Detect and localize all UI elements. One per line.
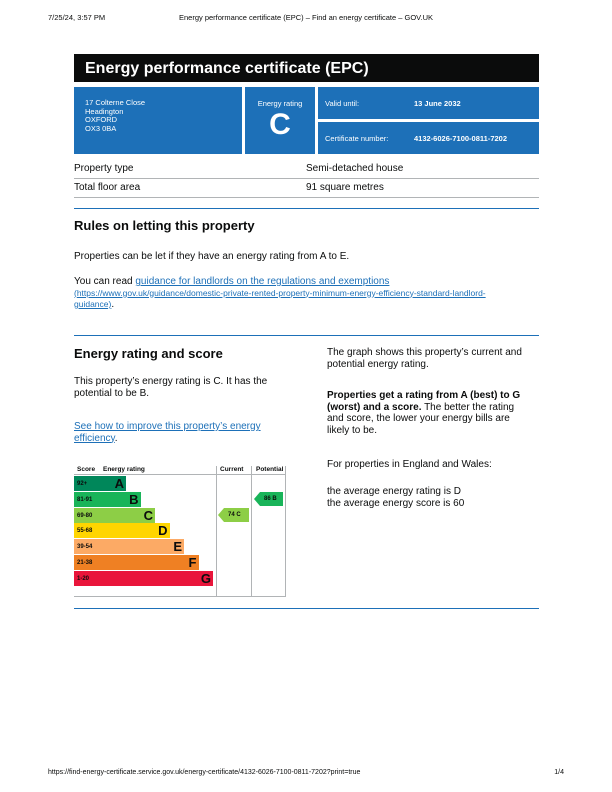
- chart-header-score: Score: [77, 466, 96, 473]
- landlord-guidance-url-link-end[interactable]: guidance): [74, 299, 112, 309]
- band-bar-e: [100, 539, 184, 554]
- rating-explanation-rest-2: and score, the lower your energy bills are: [327, 413, 510, 424]
- address-line: 17 Colterne Close: [85, 98, 146, 107]
- print-url: https://find-energy-certificate.service.gov.uk/energy-certificate/4132-6026-7100-0811-7202?print=true: [48, 769, 361, 776]
- guidance-prefix: You can read: [74, 276, 136, 287]
- band-bar-f: [100, 555, 199, 570]
- band-letter-d: D: [158, 523, 168, 539]
- address-line: OX3 0BA: [85, 123, 117, 133]
- score-paragraph: [74, 376, 267, 399]
- band-score-c: 69-80: [74, 508, 100, 523]
- improve-suffix: .: [114, 432, 118, 444]
- band-letter-f: F: [188, 555, 197, 570]
- band-bar-g: [100, 571, 213, 586]
- letting-paragraph: Properties can be let if they have an energy rating from A to E.: [74, 251, 350, 262]
- band-score-e: 39-54: [74, 539, 100, 554]
- band-letter-e: E: [173, 539, 182, 555]
- chart-potential-divider: [251, 466, 252, 596]
- average-score: the average energy score is 60: [327, 497, 465, 509]
- chart-right-border: [285, 466, 286, 596]
- chart-current-divider: [216, 466, 217, 596]
- energy-rating-box: [245, 87, 315, 154]
- average-rating: the average energy rating is D: [327, 486, 461, 497]
- energy-rating-label: Energy rating: [257, 99, 303, 108]
- section-divider: [74, 335, 539, 336]
- energy-rating-chart: [74, 466, 286, 596]
- chart-bottom-line: [74, 596, 286, 597]
- current-rating-arrow: [218, 508, 249, 522]
- certificate-number-value: 4132-6026-7100-0811-7202: [414, 134, 507, 143]
- graph-explanation-line-1: The graph shows this property’s current and: [327, 347, 522, 358]
- band-bar-d: [100, 523, 170, 538]
- property-address: [74, 87, 242, 154]
- score-heading: Energy rating and score: [74, 346, 223, 361]
- valid-until-box: [318, 87, 539, 119]
- band-bar-a: [100, 476, 126, 491]
- band-letter-b: B: [129, 491, 139, 507]
- score-line-2: potential to be B.: [74, 387, 150, 399]
- averages: [327, 486, 464, 509]
- chart-header-current: Current: [220, 466, 244, 473]
- print-datetime: 7/25/24, 3:57 PM: [48, 13, 106, 22]
- rating-explanation-bold-1: Properties get a rating from A (best) to G: [327, 390, 521, 401]
- band-score-f: 21-38: [74, 555, 100, 570]
- current-rating-arrow-label: 74 C: [228, 512, 241, 519]
- chart-header-line: [74, 474, 286, 475]
- band-score-b: 81-91: [74, 492, 100, 507]
- chart-header-potential: Potential: [256, 466, 284, 473]
- england-wales-label: For properties in England and Wales:: [327, 459, 492, 470]
- potential-rating-arrow: [254, 492, 283, 506]
- property-details-table: [74, 160, 539, 198]
- rating-explanation: [327, 390, 520, 436]
- band-score-g: 1-20: [74, 571, 100, 586]
- floor-area-label: Total floor area: [74, 182, 141, 193]
- floor-area-value: 91 square metres: [306, 182, 384, 193]
- rating-explanation-rest-1: The better the rating: [421, 401, 515, 413]
- graph-explanation-line-2: potential energy rating.: [327, 358, 429, 370]
- certificate-number-label: Certificate number:: [325, 134, 389, 143]
- letting-heading: Rules on letting this property: [74, 218, 255, 233]
- band-bar-c: [100, 508, 155, 523]
- print-page-title: Energy performance certificate (EPC) – Find an energy certificate – GOV.UK: [178, 13, 433, 22]
- valid-until-value: 13 June 2032: [414, 99, 461, 108]
- improve-paragraph: [74, 421, 261, 444]
- section-divider: [74, 208, 539, 209]
- guidance-suffix: .: [111, 299, 115, 310]
- score-line-1: This property’s energy rating is C. It has the: [74, 376, 268, 387]
- improve-efficiency-link[interactable]: See how to improve this property’s energy: [74, 421, 261, 432]
- address-line: OXFORD: [85, 115, 118, 124]
- rating-explanation-rest-3: likely to be.: [327, 424, 378, 436]
- epc-summary: [74, 87, 539, 154]
- landlord-guidance-url-link[interactable]: (https://www.gov.uk/guidance/domestic-private-rented-property-minimum-energy-efficiency-standard-landlord-: [74, 287, 486, 298]
- floor-area-row: [74, 179, 539, 198]
- property-type-value: Semi-detached house: [306, 163, 404, 174]
- epc-heading: Energy performance certificate (EPC): [74, 54, 539, 82]
- band-letter-g: G: [200, 570, 211, 586]
- property-type-row: [74, 160, 539, 179]
- graph-explanation: [327, 347, 522, 370]
- print-page-number: 1/4: [554, 769, 564, 776]
- property-type-label: Property type: [74, 163, 134, 174]
- address-line: Headington: [85, 106, 124, 116]
- valid-until-label: Valid until:: [325, 99, 360, 108]
- band-letter-c: C: [143, 507, 153, 523]
- potential-rating-arrow-label: 86 B: [264, 496, 277, 503]
- improve-efficiency-link-end[interactable]: efficiency: [74, 432, 115, 444]
- chart-header-rating: Energy rating: [103, 466, 145, 473]
- band-letter-a: A: [114, 476, 124, 491]
- rating-explanation-bold-2: (worst) and a score.: [327, 401, 422, 413]
- section-divider: [74, 608, 539, 609]
- band-score-a: 92+: [74, 476, 100, 491]
- landlord-guidance-link[interactable]: guidance for landlords on the regulations and exemptions: [135, 276, 390, 287]
- band-bar-b: [100, 492, 141, 507]
- certificate-number-box: [318, 122, 539, 154]
- letting-guidance-paragraph: [74, 276, 544, 311]
- energy-rating-letter: C: [269, 108, 291, 141]
- band-score-d: 55-68: [74, 523, 100, 538]
